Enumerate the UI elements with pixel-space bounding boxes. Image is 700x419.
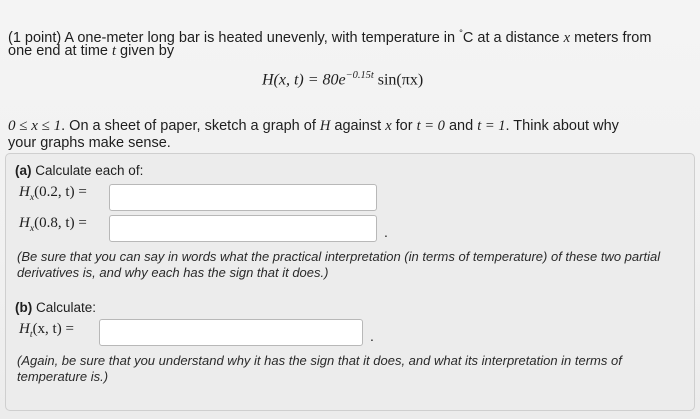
part-b-note: (Again, be sure that you understand why it has the sign that it does, and what its interpretation in terms of temperature is.) <box>17 353 622 384</box>
part-b-expression: $H_t(x$, t) = <box>19 321 74 340</box>
instruction-line2: your graphs make sense. <box>8 135 171 151</box>
answer-input-hx-0-8[interactable] <box>109 215 377 242</box>
part-a-expression-1: $H_x(0.2$, t) = <box>19 184 87 203</box>
part-b-heading: (b) Calculate: <box>15 300 97 315</box>
answer-input-hx-0-2[interactable] <box>109 184 377 211</box>
part-a-heading: (a) Calculate each of: <box>15 163 144 178</box>
problem-intro-line2: one end at time t given by <box>8 43 175 59</box>
part-a-period: . <box>384 224 388 240</box>
instruction-line1: 0 ≤ x ≤ 1. On a sheet of paper, sketch a graph of H against x for t = 0 and t = 1. Think about why <box>8 118 619 134</box>
problem-intro-line1: (1 point) A one-meter long bar is heated unevenly, with temperature in °C at a distance x meters from <box>8 27 652 46</box>
domain-expression: 0 ≤ x ≤ 1 <box>8 118 62 134</box>
formula-display: H(x, $t) = 80e^{-0.15t}$ sin(πx) <box>262 70 424 89</box>
part-b-period: . <box>370 328 374 344</box>
answer-panel <box>5 153 695 411</box>
points-label: (1 point) <box>8 29 62 46</box>
part-a-expression-2: $H_x(0.8$, t) = <box>19 215 87 234</box>
answer-input-ht[interactable] <box>99 319 363 346</box>
part-a-note: (Be sure that you can say in words what the practical interpretation (in terms of temperature) of these two partial derivatives is, and why each has the sign that it does.) <box>17 249 661 280</box>
